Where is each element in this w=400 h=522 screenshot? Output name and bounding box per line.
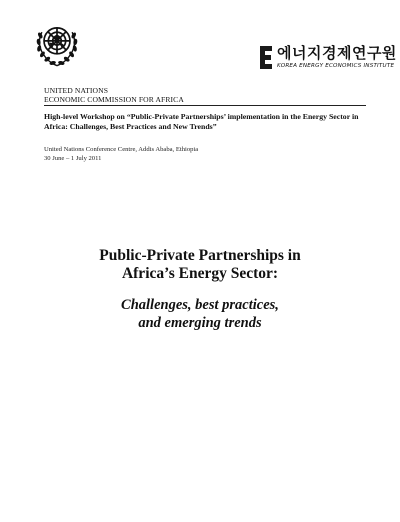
document-title bbox=[0, 247, 400, 283]
un-emblem-icon bbox=[30, 16, 84, 70]
keei-korean-name: 에너지경제연구원 bbox=[277, 44, 397, 62]
venue-dates: 30 June – 1 July 2011 bbox=[44, 155, 102, 162]
keei-logo bbox=[257, 44, 397, 76]
organization-name bbox=[44, 86, 184, 104]
venue-info bbox=[44, 145, 198, 163]
org-line-2: ECONOMIC COMMISSION FOR AFRICA bbox=[44, 95, 184, 104]
keei-english-name: KOREA ENERGY ECONOMICS INSTITUTE bbox=[277, 63, 395, 69]
venue-location: United Nations Conference Centre, Addis Ababa, Ethiopia bbox=[44, 146, 199, 153]
header-divider bbox=[44, 105, 366, 106]
document-subtitle-line-2: and emerging trends bbox=[138, 315, 262, 331]
document-title-line-1: Public-Private Partnerships in bbox=[99, 247, 301, 264]
keei-logo-icon bbox=[257, 44, 275, 74]
document-title-line-2: Africa’s Energy Sector: bbox=[121, 265, 279, 282]
workshop-title: High-level Workshop on “Public-Private Partnerships’ implementation in the Energy Sector in Africa: Challenges, Best Practices and New Trends” bbox=[44, 112, 359, 131]
document-subtitle-line-1: Challenges, best practices, bbox=[121, 297, 279, 313]
org-line-1: UNITED NATIONS bbox=[44, 86, 109, 95]
document-subtitle bbox=[0, 296, 400, 332]
